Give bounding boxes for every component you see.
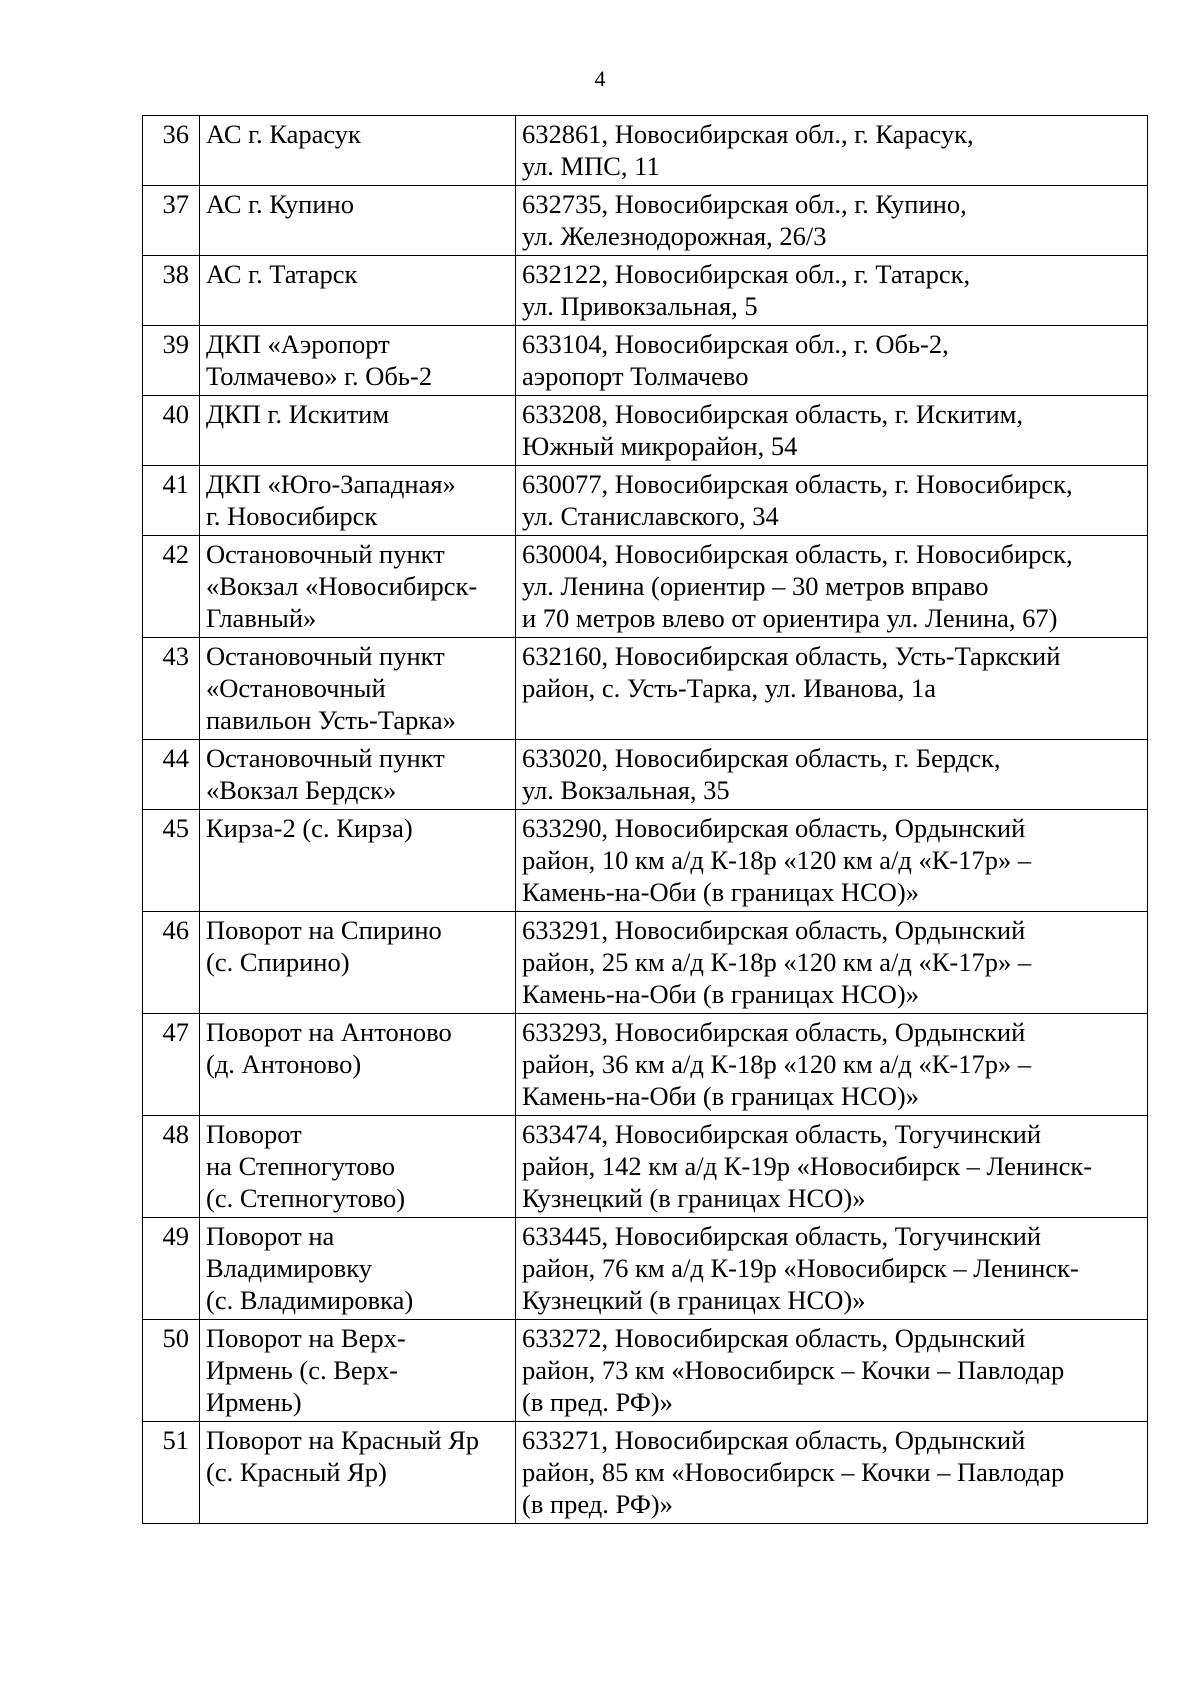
stop-name-cell [200,256,516,326]
row-number: 45 [143,810,200,912]
table-row [143,186,1148,256]
stop-address-line: ул. Привокзальная, 5 [522,291,758,321]
table-row [143,326,1148,396]
stop-address-line: 633474, Новосибирская область, Тогучинский [522,1119,1042,1149]
row-number: 47 [143,1014,200,1116]
row-number: 41 [143,466,200,536]
stop-address-line: район, 10 км а/д К-18р «120 км а/д «К-17р» – [522,845,1032,875]
row-number: 49 [143,1218,200,1320]
stop-name-line: Ирмень (с. Верх- [206,1355,399,1385]
stop-name-line: Главный» [206,603,317,633]
stop-name-cell [200,1320,516,1422]
stop-address-line: Кузнецкий (в границах НСО)» [522,1183,866,1213]
stop-address-cell [516,912,1148,1014]
stop-address-cell [516,1320,1148,1422]
stop-name-cell [200,536,516,638]
stop-address-line: 630077, Новосибирская область, г. Новосибирск, [522,469,1073,499]
stop-address-line: 632735, Новосибирская обл., г. Купино, [522,189,967,219]
stop-address-cell [516,536,1148,638]
stop-name-line: (с. Владимировка) [206,1285,414,1315]
stop-address-line: и 70 метров влево от ориентира ул. Ленина, 67) [522,603,1058,633]
stop-name-line: (с. Степногутово) [206,1183,406,1213]
stop-name-cell [200,1116,516,1218]
stop-address-line: 632861, Новосибирская обл., г. Карасук, [522,119,974,149]
table-row [143,116,1148,186]
stop-address-line: район, 76 км а/д К-19р «Новосибирск – Ленинск- [522,1253,1079,1283]
stop-name-cell [200,740,516,810]
stop-name-line: ДКП «Аэропорт [206,329,390,359]
stop-name-line: Остановочный пункт [206,641,445,671]
table-row [143,396,1148,466]
stop-address-line: 632160, Новосибирская область, Усть-Таркский [522,641,1061,671]
stop-address-line: Камень-на-Оби (в границах НСО)» [522,877,919,907]
stop-address-line: 633104, Новосибирская обл., г. Обь-2, [522,329,949,359]
table-row [143,1422,1148,1524]
stop-name-line: «Вокзал «Новосибирск- [206,571,478,601]
stop-name-line: АС г. Карасук [206,119,361,149]
table-row [143,1320,1148,1422]
stop-name-line: ДКП «Юго-Западная» [206,469,456,499]
stop-name-line: Поворот на Красный Яр [206,1425,480,1455]
stop-address-cell [516,1218,1148,1320]
stop-address-line: 633291, Новосибирская область, Ордынский [522,915,1026,945]
stop-address-cell [516,466,1148,536]
stop-address-cell [516,1014,1148,1116]
stop-name-line: (д. Антоново) [206,1049,362,1079]
stop-address-cell [516,740,1148,810]
table-row [143,536,1148,638]
stop-name-cell [200,116,516,186]
row-number: 50 [143,1320,200,1422]
stop-name-line: «Остановочный [206,673,386,703]
stop-address-line: Камень-на-Оби (в границах НСО)» [522,979,919,1009]
row-number: 38 [143,256,200,326]
stop-address-cell [516,638,1148,740]
row-number: 43 [143,638,200,740]
stop-name-line: Поворот на Верх- [206,1323,406,1353]
row-number: 51 [143,1422,200,1524]
stop-name-line: Поворот на [206,1221,335,1251]
stop-address-line: 633271, Новосибирская область, Ордынский [522,1425,1026,1455]
stop-name-cell [200,1422,516,1524]
stop-name-line: на Степногутово [206,1151,396,1181]
row-number: 42 [143,536,200,638]
stop-name-cell [200,1218,516,1320]
row-number: 39 [143,326,200,396]
stop-name-line: Поворот на Спирино [206,915,442,945]
stop-address-line: ул. Станиславского, 34 [522,501,779,531]
stop-name-line: Поворот [206,1119,302,1149]
stop-address-line: район, 85 км «Новосибирск – Кочки – Павлодар [522,1457,1065,1487]
stop-name-line: г. Новосибирск [206,501,378,531]
stop-name-line: Владимировку [206,1253,373,1283]
stop-address-line: район, с. Усть-Тарка, ул. Иванова, 1а [522,673,936,703]
stop-address-cell [516,396,1148,466]
table-row [143,256,1148,326]
stop-name-line: Толмачево» г. Обь-2 [206,361,433,391]
stop-address-line: 633020, Новосибирская область, г. Бердск, [522,743,1001,773]
stop-address-line: Кузнецкий (в границах НСО)» [522,1285,866,1315]
row-number: 37 [143,186,200,256]
stop-address-line: 633290, Новосибирская область, Ордынский [522,813,1026,843]
stop-address-line: Южный микрорайон, 54 [522,431,798,461]
table-row [143,1014,1148,1116]
table-row [143,1116,1148,1218]
stop-name-line: Остановочный пункт [206,743,445,773]
stop-name-cell [200,396,516,466]
stop-name-line: Кирза-2 (с. Кирза) [206,813,413,843]
stop-name-cell [200,810,516,912]
stop-name-line: АС г. Купино [206,189,354,219]
stop-address-line: (в пред. РФ)» [522,1387,673,1417]
stop-address-line: район, 73 км «Новосибирск – Кочки – Павлодар [522,1355,1065,1385]
stop-address-line: район, 36 км а/д К-18р «120 км а/д «К-17р» – [522,1049,1032,1079]
stop-name-cell [200,912,516,1014]
stop-address-line: 632122, Новосибирская обл., г. Татарск, [522,259,971,289]
stop-name-cell [200,1014,516,1116]
stop-address-line: район, 25 км а/д К-18р «120 км а/д «К-17р» – [522,947,1032,977]
stop-name-line: (с. Спирино) [206,947,350,977]
stop-address-cell [516,116,1148,186]
stop-address-cell [516,256,1148,326]
stop-address-line: ул. Ленина (ориентир – 30 метров вправо [522,571,989,601]
stops-table [142,115,1148,1524]
table-row [143,638,1148,740]
stop-name-line: (с. Красный Яр) [206,1457,387,1487]
stop-address-line: ул. Вокзальная, 35 [522,775,730,805]
stop-address-line: район, 142 км а/д К-19р «Новосибирск – Ленинск- [522,1151,1093,1181]
row-number: 40 [143,396,200,466]
stop-address-cell [516,1116,1148,1218]
stop-address-cell [516,326,1148,396]
stop-name-cell [200,186,516,256]
stop-address-line: ул. Железнодорожная, 26/3 [522,221,827,251]
stop-address-cell [516,1422,1148,1524]
stop-address-line: 633208, Новосибирская область, г. Искитим, [522,399,1024,429]
table-row [143,740,1148,810]
stop-name-cell [200,466,516,536]
stop-address-line: 633445, Новосибирская область, Тогучинский [522,1221,1042,1251]
stop-name-cell [200,326,516,396]
table-row [143,810,1148,912]
page-number: 4 [594,66,606,91]
table-row [143,1218,1148,1320]
stop-address-line: Камень-на-Оби (в границах НСО)» [522,1081,919,1111]
stop-address-line: ул. МПС, 11 [522,151,660,181]
stop-address-line: 633272, Новосибирская область, Ордынский [522,1323,1026,1353]
stop-name-line: Ирмень) [206,1387,302,1417]
row-number: 46 [143,912,200,1014]
stop-address-line: 633293, Новосибирская область, Ордынский [522,1017,1026,1047]
table-row [143,912,1148,1014]
row-number: 44 [143,740,200,810]
stop-name-line: Остановочный пункт [206,539,445,569]
stop-name-cell [200,638,516,740]
stop-address-line: 630004, Новосибирская область, г. Новосибирск, [522,539,1073,569]
stop-address-line: аэропорт Толмачево [522,361,749,391]
table-body [143,116,1148,1524]
stop-name-line: павильон Усть-Тарка» [206,705,456,735]
stop-address-cell [516,186,1148,256]
stop-name-line: ДКП г. Искитим [206,399,390,429]
stop-name-line: АС г. Татарск [206,259,358,289]
table-row [143,466,1148,536]
stop-address-line: (в пред. РФ)» [522,1489,673,1519]
stop-address-cell [516,810,1148,912]
row-number: 48 [143,1116,200,1218]
row-number: 36 [143,116,200,186]
stop-name-line: «Вокзал Бердск» [206,775,397,805]
stop-name-line: Поворот на Антоново [206,1017,452,1047]
